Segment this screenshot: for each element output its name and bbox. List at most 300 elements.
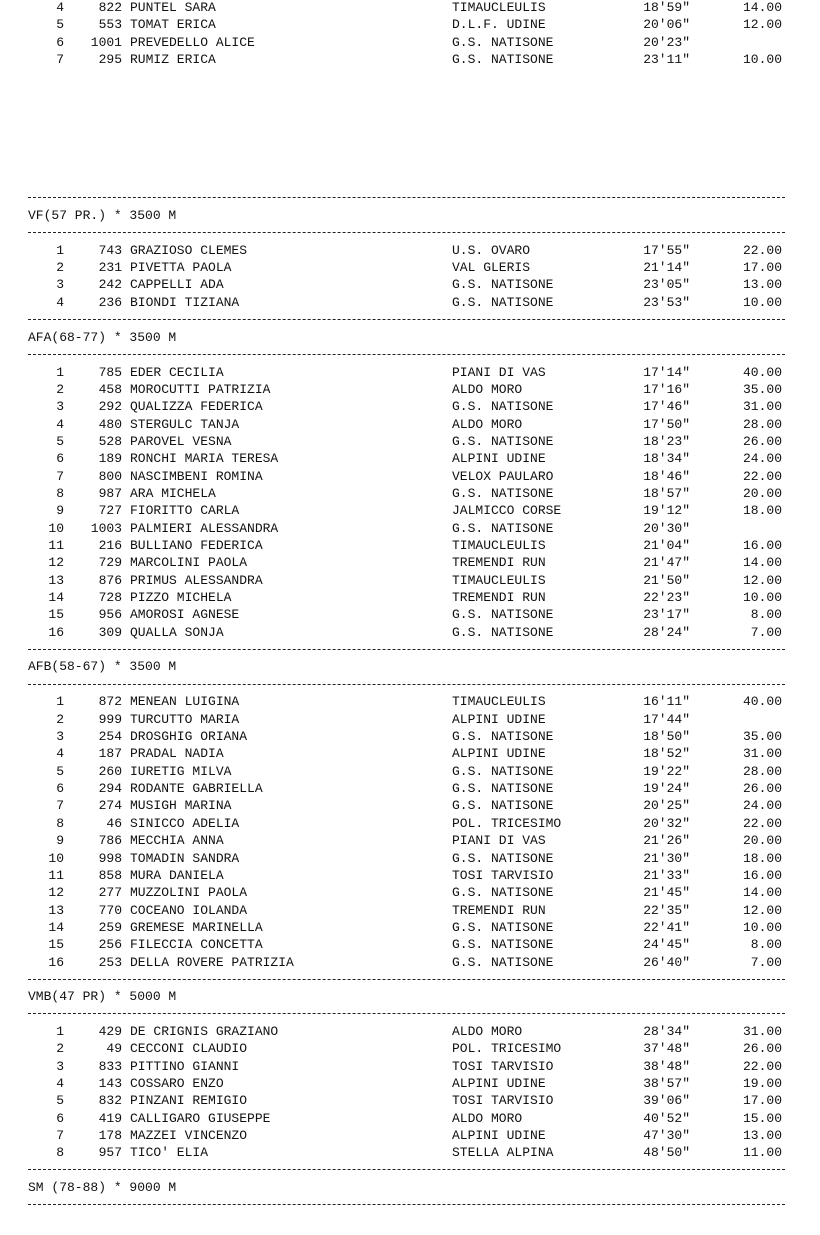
finish-time: 19'12" <box>643 503 690 518</box>
club-name: JALMICCO CORSE <box>452 503 562 518</box>
bib-number: 743 <box>98 243 122 258</box>
bib-number: 274 <box>98 798 122 813</box>
bib-number: 189 <box>98 451 122 466</box>
finish-time: 28'34" <box>643 1024 690 1039</box>
club-name: TREMENDI RUN <box>452 555 546 570</box>
points: 8.00 <box>750 937 782 952</box>
position: 11 <box>48 538 64 553</box>
finish-time: 39'06" <box>643 1093 690 1108</box>
points: 35.00 <box>742 729 782 744</box>
bib-number: 770 <box>98 903 122 918</box>
finish-time: 22'23" <box>643 590 690 605</box>
athlete-name: AMOROSI AGNESE <box>130 607 240 622</box>
athlete-name: RODANTE GABRIELLA <box>130 781 263 796</box>
athlete-name: PRIMUS ALESSANDRA <box>130 573 263 588</box>
athlete-name: QUALIZZA FEDERICA <box>130 399 263 414</box>
points: 31.00 <box>742 399 782 414</box>
club-name: G.S. NATISONE <box>452 937 554 952</box>
points: 20.00 <box>742 833 782 848</box>
finish-time: 18'59" <box>643 0 690 15</box>
points: 26.00 <box>742 434 782 449</box>
finish-time: 47'30" <box>643 1128 690 1143</box>
result-row <box>0 1075 820 1092</box>
athlete-name: PUNTEL SARA <box>130 0 216 15</box>
bib-number: 260 <box>98 764 122 779</box>
bib-number: 231 <box>98 260 122 275</box>
finish-time: 17'46" <box>643 399 690 414</box>
finish-time: 18'34" <box>643 451 690 466</box>
club-name: G.S. NATISONE <box>452 798 554 813</box>
points: 12.00 <box>742 17 782 32</box>
points: 11.00 <box>742 1145 782 1160</box>
finish-time: 17'16" <box>643 382 690 397</box>
bib-number: 242 <box>98 277 122 292</box>
finish-time: 23'11" <box>643 52 690 67</box>
separator-line <box>28 1169 785 1170</box>
position: 4 <box>56 417 64 432</box>
club-name: TIMAUCLEULIS <box>452 573 546 588</box>
result-row <box>0 624 820 641</box>
position: 8 <box>56 816 64 831</box>
points: 13.00 <box>742 1128 782 1143</box>
athlete-name: QUALLA SONJA <box>130 625 224 640</box>
points: 17.00 <box>742 1093 782 1108</box>
position: 7 <box>56 798 64 813</box>
position: 3 <box>56 277 64 292</box>
club-name: ALDO MORO <box>452 1024 523 1039</box>
athlete-name: SINICCO ADELIA <box>130 816 240 831</box>
result-row <box>0 745 820 762</box>
points: 19.00 <box>742 1076 782 1091</box>
position: 16 <box>48 625 64 640</box>
bib-number: 254 <box>98 729 122 744</box>
position: 12 <box>48 885 64 900</box>
result-row <box>0 572 820 589</box>
finish-time: 17'14" <box>643 365 690 380</box>
result-row <box>0 797 820 814</box>
finish-time: 21'33" <box>643 868 690 883</box>
athlete-name: ARA MICHELA <box>130 486 216 501</box>
club-name: ALPINI UDINE <box>452 712 546 727</box>
club-name: ALDO MORO <box>452 382 523 397</box>
athlete-name: PALMIERI ALESSANDRA <box>130 521 279 536</box>
points: 17.00 <box>742 260 782 275</box>
points: 7.00 <box>750 955 782 970</box>
bib-number: 786 <box>98 833 122 848</box>
result-row <box>0 537 820 554</box>
result-row <box>0 554 820 571</box>
bib-number: 309 <box>98 625 122 640</box>
result-row <box>0 693 820 710</box>
athlete-name: EDER CECILIA <box>130 365 224 380</box>
bib-number: 729 <box>98 555 122 570</box>
athlete-name: IURETIG MILVA <box>130 764 232 779</box>
position: 5 <box>56 434 64 449</box>
finish-time: 23'05" <box>643 277 690 292</box>
position: 3 <box>56 399 64 414</box>
bib-number: 294 <box>98 781 122 796</box>
finish-time: 20'06" <box>643 17 690 32</box>
result-row <box>0 259 820 276</box>
position: 14 <box>48 590 64 605</box>
club-name: G.S. NATISONE <box>452 607 554 622</box>
bib-number: 46 <box>106 816 122 831</box>
bib-number: 1003 <box>90 521 122 536</box>
finish-time: 22'41" <box>643 920 690 935</box>
bib-number: 419 <box>98 1111 122 1126</box>
points: 10.00 <box>742 52 782 67</box>
result-row <box>0 276 820 293</box>
bib-number: 236 <box>98 295 122 310</box>
position: 6 <box>56 1111 64 1126</box>
points: 15.00 <box>742 1111 782 1126</box>
athlete-name: PRADAL NADIA <box>130 746 224 761</box>
bib-number: 956 <box>98 607 122 622</box>
position: 1 <box>56 243 64 258</box>
bib-number: 872 <box>98 694 122 709</box>
athlete-name: COSSARO ENZO <box>130 1076 224 1091</box>
club-name: ALPINI UDINE <box>452 746 546 761</box>
position: 8 <box>56 1145 64 1160</box>
position: 6 <box>56 35 64 50</box>
finish-time: 21'30" <box>643 851 690 866</box>
points: 14.00 <box>742 0 782 15</box>
finish-time: 38'57" <box>643 1076 690 1091</box>
bib-number: 998 <box>98 851 122 866</box>
points: 31.00 <box>742 746 782 761</box>
result-row <box>0 867 820 884</box>
position: 5 <box>56 17 64 32</box>
athlete-name: MARCOLINI PAOLA <box>130 555 248 570</box>
bib-number: 256 <box>98 937 122 952</box>
club-name: VAL GLERIS <box>452 260 531 275</box>
result-row <box>0 294 820 311</box>
bib-number: 999 <box>98 712 122 727</box>
points: 22.00 <box>742 243 782 258</box>
result-row <box>0 398 820 415</box>
finish-time: 28'24" <box>643 625 690 640</box>
athlete-name: MOROCUTTI PATRIZIA <box>130 382 271 397</box>
points: 24.00 <box>742 798 782 813</box>
position: 7 <box>56 469 64 484</box>
athlete-name: MUZZOLINI PAOLA <box>130 885 248 900</box>
club-name: G.S. NATISONE <box>452 920 554 935</box>
bib-number: 876 <box>98 573 122 588</box>
club-name: G.S. NATISONE <box>452 625 554 640</box>
bib-number: 833 <box>98 1059 122 1074</box>
bib-number: 987 <box>98 486 122 501</box>
finish-time: 20'32" <box>643 816 690 831</box>
athlete-name: MURA DANIELA <box>130 868 224 883</box>
result-row <box>0 919 820 936</box>
points: 10.00 <box>742 590 782 605</box>
result-row <box>0 728 820 745</box>
position: 3 <box>56 1059 64 1074</box>
result-row <box>0 1144 820 1161</box>
finish-time: 18'52" <box>643 746 690 761</box>
bib-number: 822 <box>98 0 122 15</box>
finish-time: 18'46" <box>643 469 690 484</box>
bib-number: 458 <box>98 382 122 397</box>
result-row <box>0 936 820 953</box>
position: 6 <box>56 451 64 466</box>
points: 20.00 <box>742 486 782 501</box>
result-row <box>0 416 820 433</box>
finish-time: 21'26" <box>643 833 690 848</box>
position: 2 <box>56 260 64 275</box>
position: 2 <box>56 712 64 727</box>
position: 9 <box>56 833 64 848</box>
athlete-name: PIZZO MICHELA <box>130 590 232 605</box>
separator-line <box>28 649 785 650</box>
result-row <box>0 34 820 51</box>
athlete-name: CECCONI CLAUDIO <box>130 1041 248 1056</box>
club-name: ALPINI UDINE <box>452 451 546 466</box>
separator-line <box>28 319 785 320</box>
athlete-name: TOMAT ERICA <box>130 17 216 32</box>
finish-time: 21'45" <box>643 885 690 900</box>
bib-number: 800 <box>98 469 122 484</box>
athlete-name: DE CRIGNIS GRAZIANO <box>130 1024 279 1039</box>
position: 5 <box>56 1093 64 1108</box>
bib-number: 143 <box>98 1076 122 1091</box>
points: 18.00 <box>742 851 782 866</box>
athlete-name: MUSIGH MARINA <box>130 798 232 813</box>
result-row <box>0 0 820 16</box>
bib-number: 187 <box>98 746 122 761</box>
position: 1 <box>56 365 64 380</box>
bib-number: 292 <box>98 399 122 414</box>
finish-time: 17'50" <box>643 417 690 432</box>
athlete-name: TOMADIN SANDRA <box>130 851 240 866</box>
points: 26.00 <box>742 1041 782 1056</box>
bib-number: 785 <box>98 365 122 380</box>
finish-time: 21'50" <box>643 573 690 588</box>
finish-time: 37'48" <box>643 1041 690 1056</box>
position: 4 <box>56 0 64 15</box>
points: 22.00 <box>742 1059 782 1074</box>
finish-time: 21'47" <box>643 555 690 570</box>
athlete-name: STERGULC TANJA <box>130 417 240 432</box>
separator-line <box>28 979 785 980</box>
bib-number: 178 <box>98 1128 122 1143</box>
result-row <box>0 1040 820 1057</box>
club-name: TOSI TARVISIO <box>452 868 554 883</box>
result-row <box>0 780 820 797</box>
position: 13 <box>48 903 64 918</box>
club-name: G.S. NATISONE <box>452 781 554 796</box>
result-row <box>0 589 820 606</box>
club-name: TIMAUCLEULIS <box>452 538 546 553</box>
points: 31.00 <box>742 1024 782 1039</box>
position: 4 <box>56 295 64 310</box>
result-row <box>0 485 820 502</box>
points: 40.00 <box>742 365 782 380</box>
finish-time: 18'23" <box>643 434 690 449</box>
result-row <box>0 502 820 519</box>
club-name: D.L.F. UDINE <box>452 17 546 32</box>
position: 7 <box>56 52 64 67</box>
athlete-name: COCEANO IOLANDA <box>130 903 248 918</box>
club-name: U.S. OVARO <box>452 243 531 258</box>
athlete-name: PINZANI REMIGIO <box>130 1093 248 1108</box>
athlete-name: FILECCIA CONCETTA <box>130 937 263 952</box>
category-header: VF(57 PR.) * 3500 M <box>28 208 177 223</box>
finish-time: 40'52" <box>643 1111 690 1126</box>
athlete-name: DROSGHIG ORIANA <box>130 729 248 744</box>
position: 4 <box>56 1076 64 1091</box>
athlete-name: BULLIANO FEDERICA <box>130 538 263 553</box>
points: 22.00 <box>742 816 782 831</box>
result-row <box>0 450 820 467</box>
position: 14 <box>48 920 64 935</box>
result-row <box>0 832 820 849</box>
finish-time: 23'53" <box>643 295 690 310</box>
club-name: G.S. NATISONE <box>452 277 554 292</box>
finish-time: 20'30" <box>643 521 690 536</box>
athlete-name: GREMESE MARINELLA <box>130 920 263 935</box>
athlete-name: MAZZEI VINCENZO <box>130 1128 248 1143</box>
separator-line <box>28 684 785 685</box>
points: 28.00 <box>742 764 782 779</box>
position: 10 <box>48 851 64 866</box>
result-row <box>0 16 820 33</box>
category-header: SM (78-88) * 9000 M <box>28 1180 177 1195</box>
finish-time: 20'23" <box>643 35 690 50</box>
finish-time: 17'44" <box>643 712 690 727</box>
separator-line <box>28 232 785 233</box>
finish-time: 20'25" <box>643 798 690 813</box>
points: 16.00 <box>742 868 782 883</box>
club-name: POL. TRICESIMO <box>452 1041 562 1056</box>
finish-time: 19'22" <box>643 764 690 779</box>
points: 12.00 <box>742 903 782 918</box>
club-name: TREMENDI RUN <box>452 903 546 918</box>
athlete-name: GRAZIOSO CLEMES <box>130 243 248 258</box>
finish-time: 16'11" <box>643 694 690 709</box>
position: 8 <box>56 486 64 501</box>
bib-number: 429 <box>98 1024 122 1039</box>
club-name: G.S. NATISONE <box>452 399 554 414</box>
result-row <box>0 242 820 259</box>
club-name: G.S. NATISONE <box>452 729 554 744</box>
position: 11 <box>48 868 64 883</box>
athlete-name: TURCUTTO MARIA <box>130 712 240 727</box>
result-row <box>0 763 820 780</box>
separator-line <box>28 1013 785 1014</box>
athlete-name: RUMIZ ERICA <box>130 52 216 67</box>
position: 12 <box>48 555 64 570</box>
category-header: VMB(47 PR) * 5000 M <box>28 989 177 1004</box>
bib-number: 480 <box>98 417 122 432</box>
bib-number: 49 <box>106 1041 122 1056</box>
points: 14.00 <box>742 555 782 570</box>
finish-time: 21'14" <box>643 260 690 275</box>
bib-number: 832 <box>98 1093 122 1108</box>
separator-line <box>28 354 785 355</box>
position: 1 <box>56 694 64 709</box>
separator-line <box>28 1204 785 1205</box>
bib-number: 727 <box>98 503 122 518</box>
club-name: STELLA ALPINA <box>452 1145 554 1160</box>
position: 15 <box>48 607 64 622</box>
club-name: G.S. NATISONE <box>452 434 554 449</box>
athlete-name: FIORITTO CARLA <box>130 503 240 518</box>
finish-time: 18'50" <box>643 729 690 744</box>
finish-time: 18'57" <box>643 486 690 501</box>
club-name: G.S. NATISONE <box>452 52 554 67</box>
result-row <box>0 954 820 971</box>
finish-time: 21'04" <box>643 538 690 553</box>
points: 24.00 <box>742 451 782 466</box>
points: 7.00 <box>750 625 782 640</box>
points: 22.00 <box>742 469 782 484</box>
separator-line <box>28 197 785 198</box>
athlete-name: DELLA ROVERE PATRIZIA <box>130 955 294 970</box>
bib-number: 277 <box>98 885 122 900</box>
club-name: ALDO MORO <box>452 417 523 432</box>
club-name: ALDO MORO <box>452 1111 523 1126</box>
points: 8.00 <box>750 607 782 622</box>
club-name: TIMAUCLEULIS <box>452 694 546 709</box>
bib-number: 957 <box>98 1145 122 1160</box>
result-row <box>0 433 820 450</box>
position: 9 <box>56 503 64 518</box>
result-row <box>0 1127 820 1144</box>
category-header: AFA(68-77) * 3500 M <box>28 330 177 345</box>
athlete-name: RONCHI MARIA TERESA <box>130 451 279 466</box>
finish-time: 48'50" <box>643 1145 690 1160</box>
result-row <box>0 850 820 867</box>
athlete-name: MECCHIA ANNA <box>130 833 224 848</box>
club-name: ALPINI UDINE <box>452 1076 546 1091</box>
result-row <box>0 468 820 485</box>
points: 40.00 <box>742 694 782 709</box>
bib-number: 295 <box>98 52 122 67</box>
bib-number: 528 <box>98 434 122 449</box>
result-row <box>0 711 820 728</box>
points: 35.00 <box>742 382 782 397</box>
points: 13.00 <box>742 277 782 292</box>
position: 6 <box>56 781 64 796</box>
athlete-name: CALLIGARO GIUSEPPE <box>130 1111 271 1126</box>
club-name: POL. TRICESIMO <box>452 816 562 831</box>
club-name: G.S. NATISONE <box>452 521 554 536</box>
club-name: G.S. NATISONE <box>452 885 554 900</box>
athlete-name: PAROVEL VESNA <box>130 434 232 449</box>
club-name: G.S. NATISONE <box>452 486 554 501</box>
result-row <box>0 902 820 919</box>
finish-time: 38'48" <box>643 1059 690 1074</box>
points: 10.00 <box>742 295 782 310</box>
points: 14.00 <box>742 885 782 900</box>
position: 13 <box>48 573 64 588</box>
result-row <box>0 1110 820 1127</box>
position: 15 <box>48 937 64 952</box>
bib-number: 858 <box>98 868 122 883</box>
position: 5 <box>56 764 64 779</box>
bib-number: 1001 <box>90 35 122 50</box>
athlete-name: PREVEDELLO ALICE <box>130 35 255 50</box>
result-row <box>0 1023 820 1040</box>
result-row <box>0 1092 820 1109</box>
athlete-name: PIVETTA PAOLA <box>130 260 232 275</box>
position: 1 <box>56 1024 64 1039</box>
points: 26.00 <box>742 781 782 796</box>
finish-time: 23'17" <box>643 607 690 622</box>
athlete-name: CAPPELLI ADA <box>130 277 224 292</box>
result-row <box>0 381 820 398</box>
